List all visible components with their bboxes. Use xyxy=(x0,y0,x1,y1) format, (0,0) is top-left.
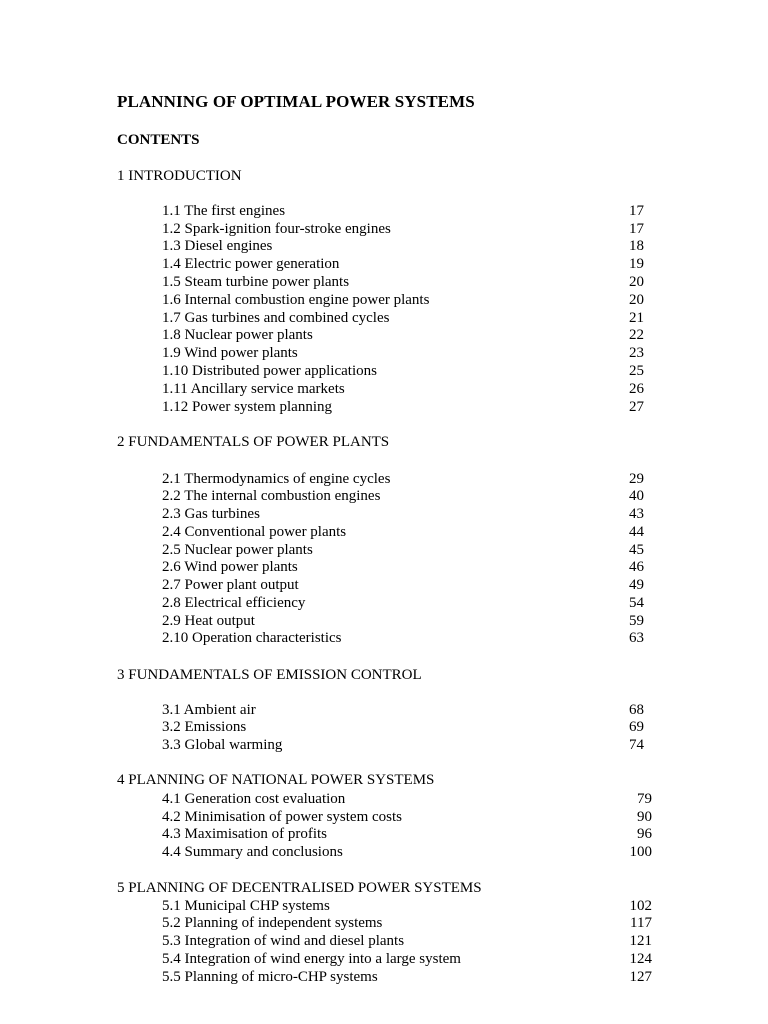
toc-entry-page: 124 xyxy=(629,951,652,967)
toc-entry-page: 20 xyxy=(629,292,644,308)
chapter-heading: 3 FUNDAMENTALS OF EMISSION CONTROL xyxy=(117,667,422,683)
toc-entry-label: 2.9 Heat output xyxy=(162,613,255,629)
toc-entry-label: 2.8 Electrical efficiency xyxy=(162,595,306,611)
toc-entry-page: 29 xyxy=(629,471,644,487)
toc-entry-page: 90 xyxy=(637,809,652,825)
toc-entry-page: 46 xyxy=(629,559,644,575)
toc-entry-label: 5.3 Integration of wind and diesel plants xyxy=(162,933,405,949)
toc-entry-page: 25 xyxy=(629,363,644,379)
toc-entry-label: 3.1 Ambient air xyxy=(162,702,256,718)
toc-entry-page: 54 xyxy=(629,595,644,611)
toc-entry-label: 2.5 Nuclear power plants xyxy=(162,542,313,558)
toc-entry-page: 127 xyxy=(629,969,652,985)
toc-entry-label: 5.1 Municipal CHP systems xyxy=(162,898,330,914)
toc-entry-page: 117 xyxy=(630,915,652,931)
toc-entry-page: 121 xyxy=(629,933,652,949)
toc-entry-label: 4.4 Summary and conclusions xyxy=(162,844,343,860)
toc-entry-label: 1.4 Electric power generation xyxy=(162,256,340,272)
toc-entry-label: 2.6 Wind power plants xyxy=(162,559,298,575)
toc-entry-page: 21 xyxy=(629,310,644,326)
toc-entry-page: 44 xyxy=(629,524,644,540)
toc-entry-label: 1.6 Internal combustion engine power plants xyxy=(162,292,430,308)
toc-entry-page: 17 xyxy=(629,221,644,237)
chapter-heading: 4 PLANNING OF NATIONAL POWER SYSTEMS xyxy=(117,772,435,788)
toc-entry-label: 5.4 Integration of wind energy into a large system xyxy=(162,951,461,967)
toc-entry-page: 59 xyxy=(629,613,644,629)
toc-entry-label: 1.9 Wind power plants xyxy=(162,345,298,361)
toc-entry-page: 17 xyxy=(629,203,644,219)
toc-entry-page: 96 xyxy=(637,826,652,842)
toc-entry-label: 2.10 Operation characteristics xyxy=(162,630,342,646)
toc-entry-label: 2.4 Conventional power plants xyxy=(162,524,347,540)
toc-entry-label: 1.10 Distributed power applications xyxy=(162,363,377,379)
toc-entry-label: 4.3 Maximisation of profits xyxy=(162,826,327,842)
toc-entry-page: 26 xyxy=(629,381,644,397)
toc-entry-label: 1.8 Nuclear power plants xyxy=(162,327,313,343)
toc-entry-label: 1.2 Spark-ignition four-stroke engines xyxy=(162,221,391,237)
toc-entry-label: 4.2 Minimisation of power system costs xyxy=(162,809,402,825)
toc-entry-label: 1.7 Gas turbines and combined cycles xyxy=(162,310,390,326)
toc-entry-label: 1.11 Ancillary service markets xyxy=(162,381,345,397)
toc-entry-page: 23 xyxy=(629,345,644,361)
contents-heading: CONTENTS xyxy=(117,132,200,148)
toc-entry-label: 2.7 Power plant output xyxy=(162,577,299,593)
toc-entry-page: 45 xyxy=(629,542,644,558)
toc-entry-page: 68 xyxy=(629,702,644,718)
toc-entry-page: 19 xyxy=(629,256,644,272)
chapter-heading: 2 FUNDAMENTALS OF POWER PLANTS xyxy=(117,434,390,450)
toc-entry-label: 2.3 Gas turbines xyxy=(162,506,260,522)
toc-entry-label: 1.1 The first engines xyxy=(162,203,286,219)
toc-entry-page: 102 xyxy=(629,898,652,914)
toc-entry-label: 2.1 Thermodynamics of engine cycles xyxy=(162,471,391,487)
toc-entry-page: 100 xyxy=(629,844,652,860)
chapter-heading: 1 INTRODUCTION xyxy=(117,168,242,184)
toc-entry-page: 40 xyxy=(629,488,644,504)
toc-entry-page: 63 xyxy=(629,630,644,646)
toc-entry-label: 4.1 Generation cost evaluation xyxy=(162,791,346,807)
document-title: PLANNING OF OPTIMAL POWER SYSTEMS xyxy=(117,92,475,111)
toc-entry-page: 18 xyxy=(629,238,644,254)
toc-entry-label: 1.12 Power system planning xyxy=(162,399,332,415)
toc-entry-label: 5.5 Planning of micro-CHP systems xyxy=(162,969,378,985)
toc-entry-label: 3.2 Emissions xyxy=(162,719,247,735)
toc-entry-page: 69 xyxy=(629,719,644,735)
toc-entry-label: 2.2 The internal combustion engines xyxy=(162,488,381,504)
toc-entry-page: 20 xyxy=(629,274,644,290)
chapter-heading: 5 PLANNING OF DECENTRALISED POWER SYSTEMS xyxy=(117,880,482,896)
toc-entry-page: 74 xyxy=(629,737,644,753)
toc-entry-label: 1.5 Steam turbine power plants xyxy=(162,274,350,290)
toc-entry-label: 1.3 Diesel engines xyxy=(162,238,273,254)
toc-entry-page: 49 xyxy=(629,577,644,593)
toc-entry-label: 5.2 Planning of independent systems xyxy=(162,915,383,931)
toc-entry-page: 22 xyxy=(629,327,644,343)
toc-entry-page: 79 xyxy=(637,791,652,807)
toc-entry-label: 3.3 Global warming xyxy=(162,737,283,753)
toc-entry-page: 27 xyxy=(629,399,644,415)
toc-entry-page: 43 xyxy=(629,506,644,522)
